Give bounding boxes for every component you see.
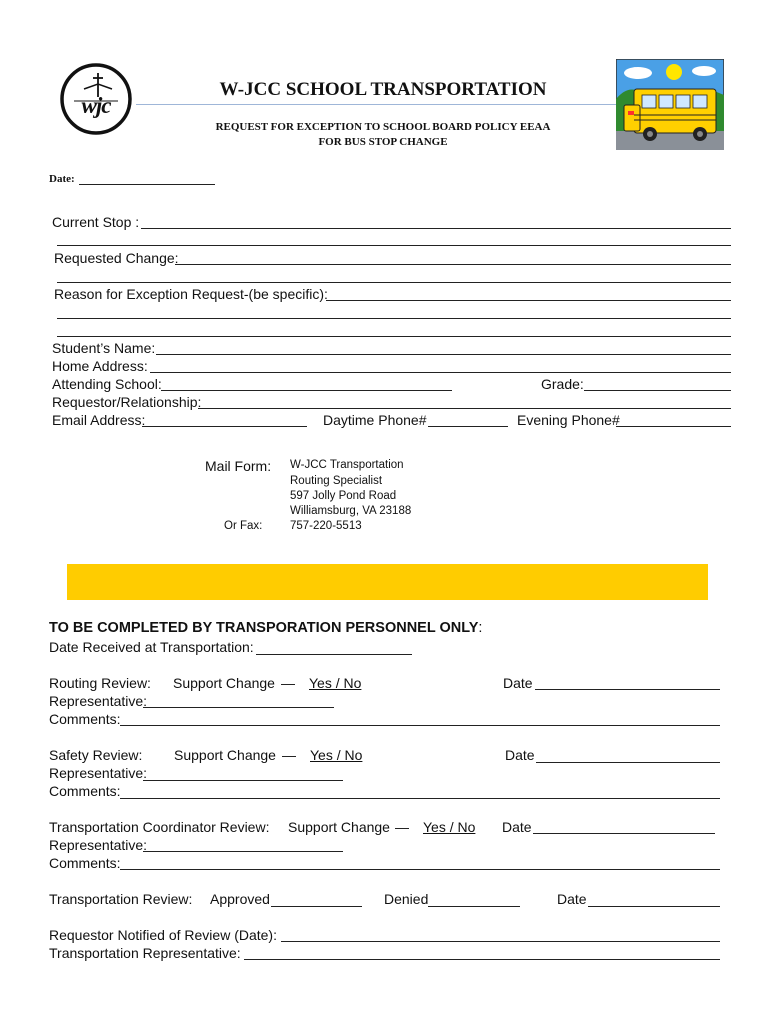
attending-school-label: Attending School:: [52, 376, 162, 392]
mail-address-line-1: W-JCC Transportation: [290, 459, 404, 471]
fax-label: Or Fax:: [224, 520, 263, 532]
safety-date-label: Date: [505, 747, 535, 763]
attending-school-field[interactable]: [161, 390, 452, 391]
routing-rep-label: Representative:: [49, 693, 148, 709]
safety-yes-no[interactable]: Yes / No: [310, 747, 363, 763]
coordinator-rep-field[interactable]: [143, 851, 343, 852]
home-address-label: Home Address:: [52, 358, 148, 374]
coordinator-review-label: Transportation Coordinator Review:: [49, 819, 270, 835]
safety-dash: —: [282, 747, 296, 763]
email-label: Email Address:: [52, 412, 146, 428]
coordinator-yes-no[interactable]: Yes / No: [423, 819, 476, 835]
coordinator-rep-label: Representative:: [49, 837, 148, 853]
email-field[interactable]: [142, 426, 307, 427]
denied-field[interactable]: [428, 906, 520, 907]
safety-date-field[interactable]: [536, 762, 720, 763]
fax-number: 757-220-5513: [290, 520, 362, 532]
approved-label: Approved: [210, 891, 270, 907]
current-stop-field-2[interactable]: [57, 245, 731, 246]
page-title: W-JCC SCHOOL TRANSPORTATION: [219, 79, 547, 100]
date-received-field[interactable]: [256, 654, 412, 655]
student-name-label: Student’s Name:: [52, 340, 156, 356]
routing-date-field[interactable]: [535, 689, 720, 690]
requested-change-field[interactable]: [175, 264, 731, 265]
highlight-banner: [67, 564, 708, 600]
date-field[interactable]: [79, 184, 215, 185]
coordinator-date-field[interactable]: [533, 833, 715, 834]
routing-rep-field[interactable]: [143, 707, 334, 708]
mail-form-label: Mail Form:: [205, 458, 272, 474]
school-bus-icon: [616, 59, 724, 150]
requestor-notified-label: Requestor Notified of Review (Date):: [49, 927, 277, 943]
routing-comments-field[interactable]: [120, 725, 720, 726]
transportation-review-label: Transportation Review:: [49, 891, 193, 907]
daytime-phone-field[interactable]: [428, 426, 508, 427]
grade-field[interactable]: [584, 390, 731, 391]
personnel-heading-colon: :: [478, 620, 483, 636]
reason-field-2[interactable]: [57, 318, 731, 319]
safety-review-label: Safety Review:: [49, 747, 143, 763]
routing-support-label: Support Change: [173, 675, 275, 691]
personnel-heading: [49, 620, 482, 636]
student-name-field[interactable]: [156, 354, 731, 355]
review-date-label: Date: [557, 891, 587, 907]
routing-review-label: Routing Review:: [49, 675, 151, 691]
requested-change-field-2[interactable]: [57, 282, 731, 283]
current-stop-label: Current Stop :: [52, 214, 140, 230]
daytime-phone-label: Daytime Phone#: [323, 412, 427, 428]
denied-label: Denied: [384, 891, 429, 907]
coordinator-support-label: Support Change: [288, 819, 390, 835]
subtitle-line-1: REQUEST FOR EXCEPTION TO SCHOOL BOARD POLICY EEAA: [215, 121, 551, 133]
routing-comments-label: Comments:: [49, 711, 121, 727]
subtitle-line-2: FOR BUS STOP CHANGE: [318, 136, 448, 148]
requestor-field[interactable]: [198, 408, 731, 409]
mail-address-line-3: 597 Jolly Pond Road: [290, 490, 397, 502]
safety-rep-field[interactable]: [143, 780, 343, 781]
coordinator-comments-label: Comments:: [49, 855, 121, 871]
requested-change-label: Requested Change:: [54, 250, 179, 266]
grade-label: Grade:: [541, 376, 584, 392]
reason-label: Reason for Exception Request-(be specific):: [54, 286, 328, 302]
requestor-label: Requestor/Relationship:: [52, 394, 202, 410]
logo-text: wjc: [81, 93, 111, 118]
current-stop-field[interactable]: [141, 228, 731, 229]
safety-comments-field[interactable]: [120, 798, 720, 799]
review-date-field[interactable]: [588, 906, 720, 907]
safety-rep-label: Representative:: [49, 765, 148, 781]
reason-field[interactable]: [326, 300, 731, 301]
safety-support-label: Support Change: [174, 747, 276, 763]
coordinator-date-label: Date: [502, 819, 532, 835]
mail-address-line-2: Routing Specialist: [290, 475, 383, 487]
transportation-rep-label: Transportation Representative:: [49, 945, 241, 961]
transportation-rep-field[interactable]: [244, 959, 720, 960]
routing-date-label: Date: [503, 675, 533, 691]
date-received-label: Date Received at Transportation:: [49, 639, 254, 655]
home-address-field[interactable]: [150, 372, 731, 373]
routing-dash: —: [281, 675, 295, 691]
mail-address-line-4: Williamsburg, VA 23188: [290, 505, 412, 517]
district-logo: [60, 63, 132, 135]
approved-field[interactable]: [271, 906, 362, 907]
date-label: Date:: [49, 173, 75, 185]
reason-field-3[interactable]: [57, 336, 731, 337]
evening-phone-field[interactable]: [616, 426, 731, 427]
requestor-notified-field[interactable]: [281, 941, 720, 942]
personnel-heading-text: TO BE COMPLETED BY TRANSPORATION PERSONNEL ONLY: [49, 620, 479, 636]
safety-comments-label: Comments:: [49, 783, 121, 799]
coordinator-comments-field[interactable]: [120, 869, 720, 870]
evening-phone-label: Evening Phone#: [517, 412, 620, 428]
routing-yes-no[interactable]: Yes / No: [309, 675, 362, 691]
header-rule: [136, 104, 616, 105]
coordinator-dash: —: [395, 819, 409, 835]
